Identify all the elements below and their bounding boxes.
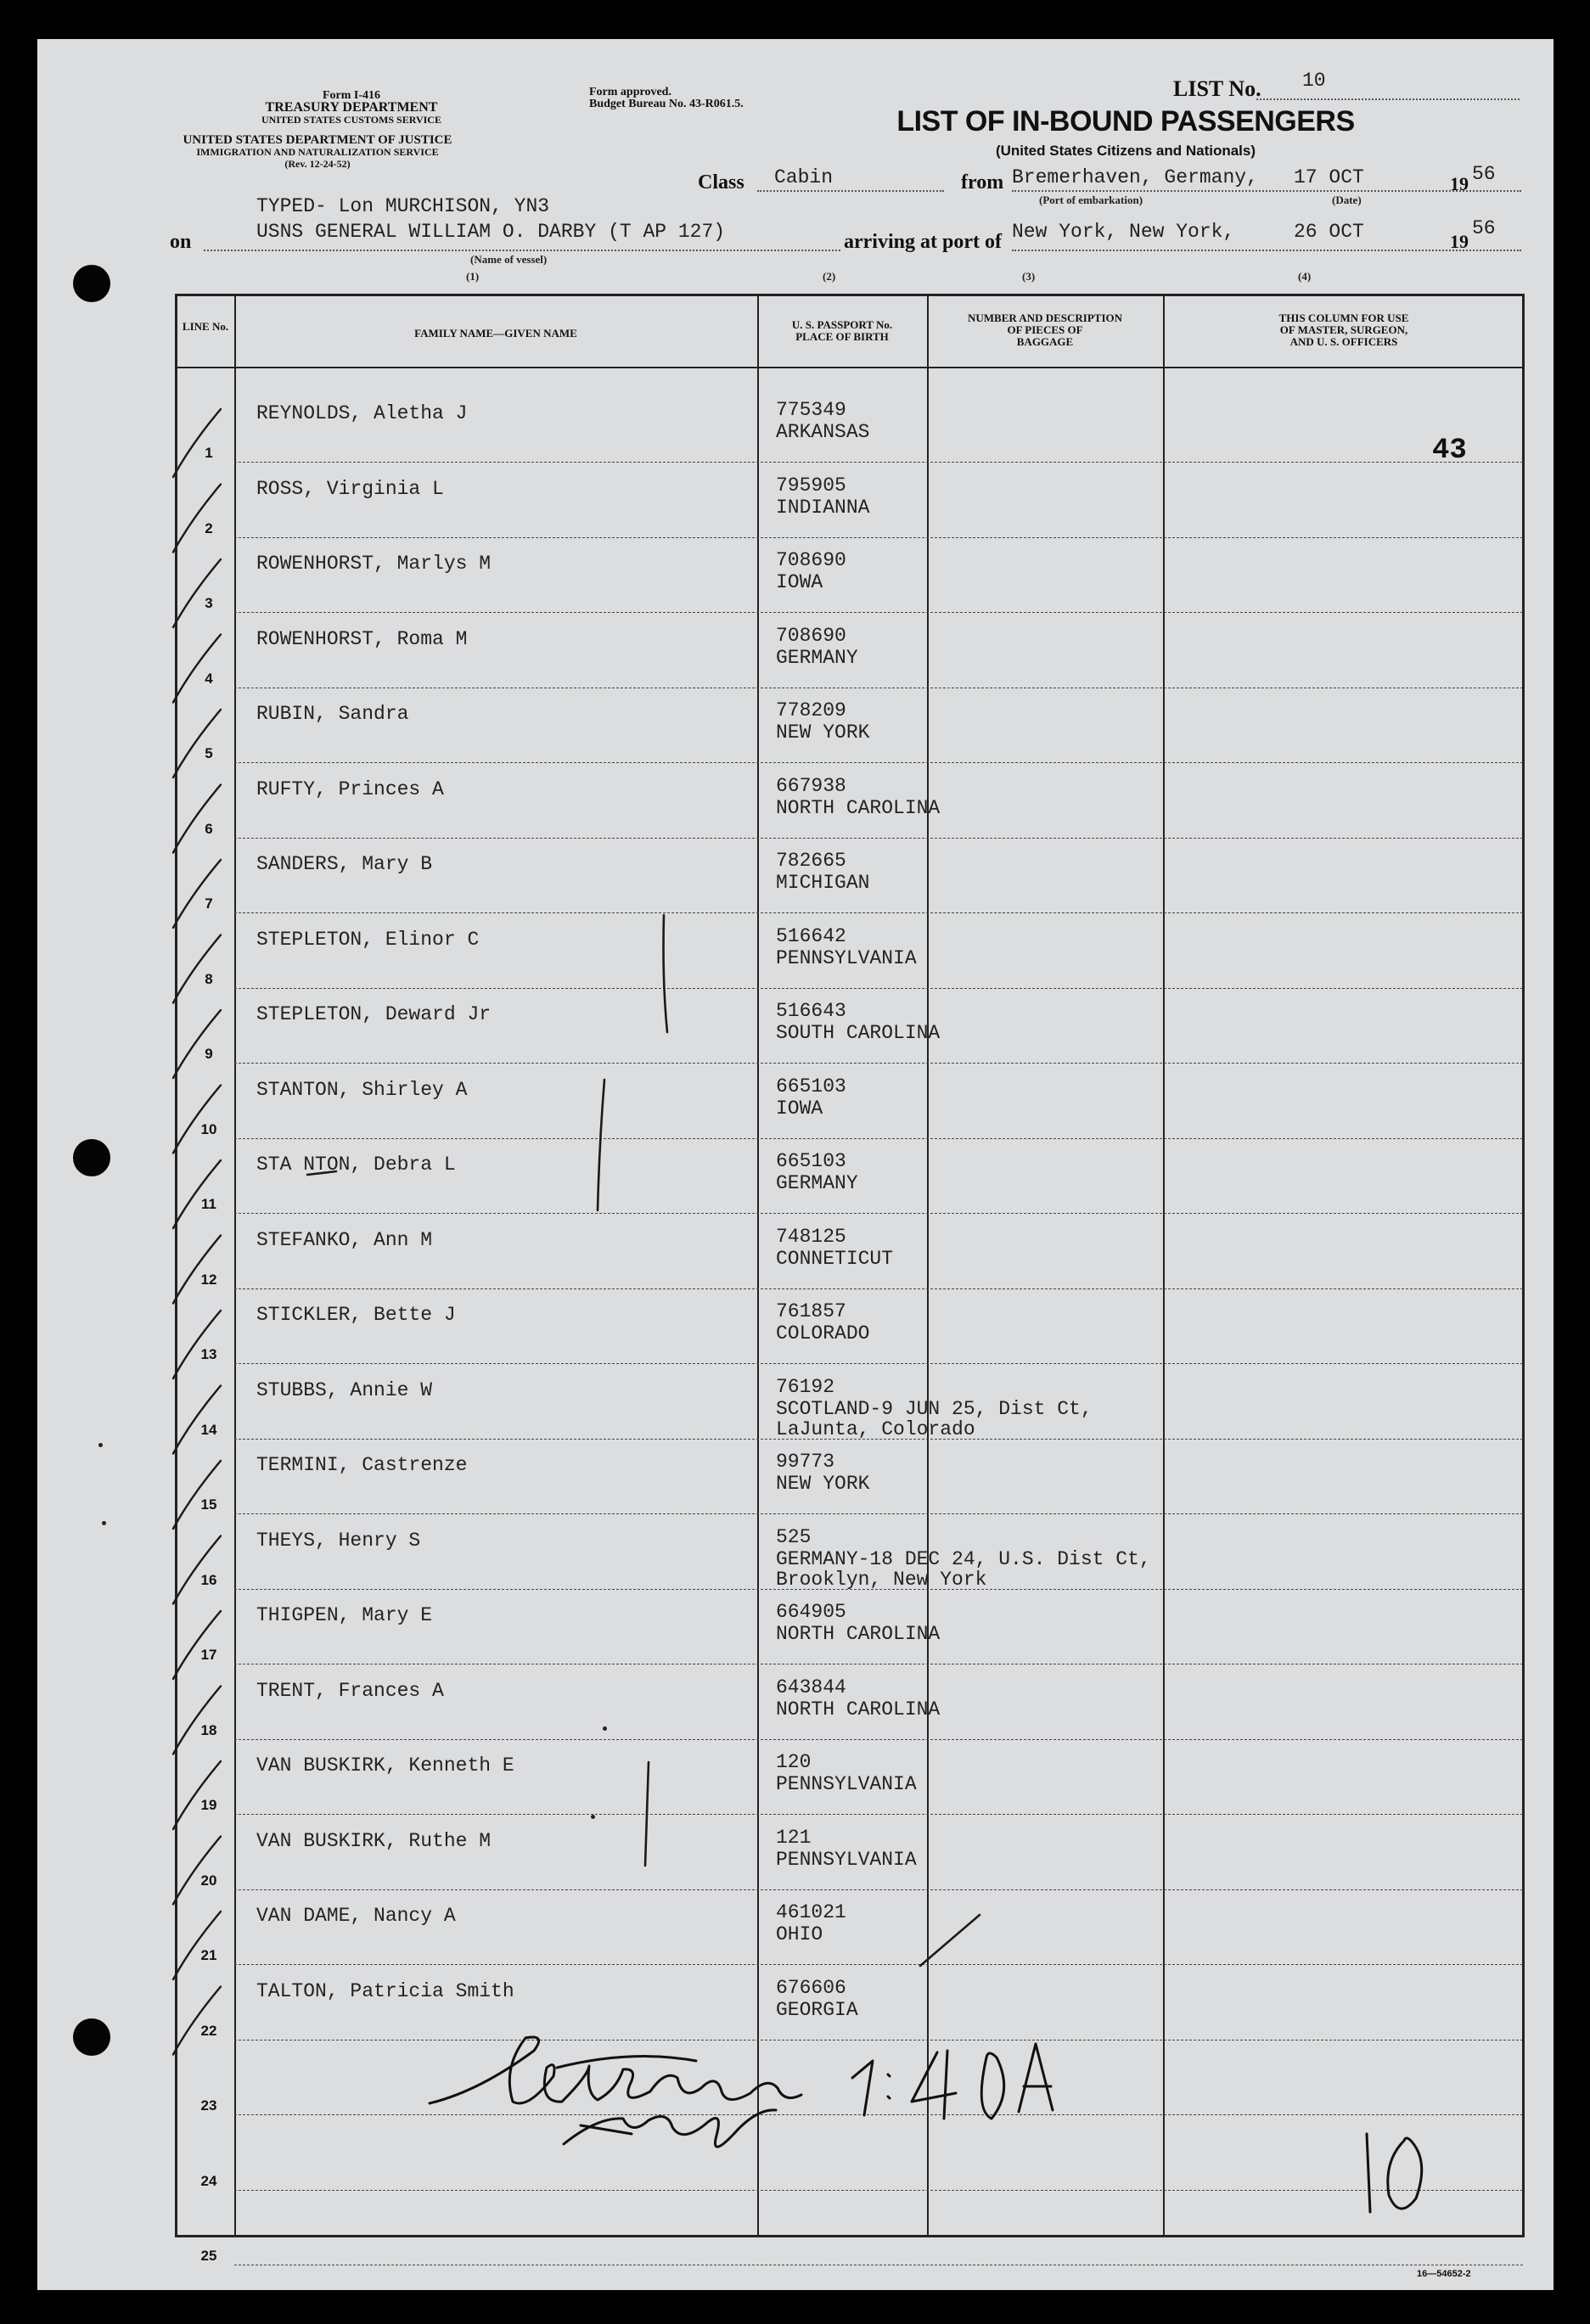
line-number: 7 xyxy=(205,895,213,912)
passport-number: 525 xyxy=(776,1526,812,1548)
place-of-birth: GERMANY xyxy=(776,1172,858,1194)
check-tick xyxy=(173,559,221,627)
check-tick xyxy=(173,1687,221,1754)
passport-number: 665103 xyxy=(776,1150,846,1172)
manifest-sheet xyxy=(37,39,1553,2290)
vessel-name: USNS GENERAL WILLIAM O. DARBY (T AP 127) xyxy=(256,221,726,243)
port-caption: (Port of embarkation) xyxy=(1039,194,1143,206)
header-baggage-line2: OF PIECES OF xyxy=(1007,323,1083,336)
customs-service: UNITED STATES CUSTOMS SERVICE xyxy=(261,114,441,126)
header-passport-line2: PLACE OF BIRTH xyxy=(795,330,889,343)
check-tick xyxy=(173,1611,221,1679)
passenger-name: STEPLETON, Elinor C xyxy=(256,929,480,951)
check-tick xyxy=(173,1987,221,2055)
check-tick xyxy=(173,635,221,703)
check-tick xyxy=(173,1911,221,1979)
bracket-stroke xyxy=(645,1762,649,1866)
place-of-birth: MICHIGAN xyxy=(776,872,870,894)
check-tick xyxy=(173,485,221,553)
line-number: 17 xyxy=(200,1647,217,1663)
place-of-birth: IOWA xyxy=(776,1097,823,1120)
list-number-handwritten xyxy=(1367,2134,1422,2212)
passenger-name: THEYS, Henry S xyxy=(256,1530,421,1552)
caption-col-3: (3) xyxy=(1022,270,1036,283)
passenger-name: RUBIN, Sandra xyxy=(256,703,409,725)
signature-icon xyxy=(430,2037,1053,2147)
passport-number: 761857 xyxy=(776,1300,846,1322)
line-number: 8 xyxy=(205,971,213,987)
place-of-birth: GEORGIA xyxy=(776,1999,858,2021)
line-number: 11 xyxy=(201,1196,216,1212)
document-title: LIST OF IN-BOUND PASSENGERS xyxy=(896,105,1355,138)
passenger-name: RUFTY, Princes A xyxy=(256,778,444,800)
passport-number: 516643 xyxy=(776,1000,846,1022)
class-value: Cabin xyxy=(774,166,834,188)
bracket-stroke xyxy=(598,1080,604,1210)
passenger-name: VAN BUSKIRK, Kenneth E xyxy=(256,1754,514,1777)
passport-number: 775349 xyxy=(776,399,846,421)
place-of-birth: NORTH CAROLINA xyxy=(776,797,941,819)
passenger-name: ROSS, Virginia L xyxy=(256,478,444,500)
passport-number: 120 xyxy=(776,1751,812,1773)
line-number: 22 xyxy=(200,2023,217,2039)
passport-number: 778209 xyxy=(776,699,846,721)
passenger-name: TRENT, Frances A xyxy=(256,1680,444,1702)
arrival-year-prefix: 19 xyxy=(1450,231,1469,252)
arrival-port: New York, New York, xyxy=(1012,221,1235,243)
passenger-name: TALTON, Patricia Smith xyxy=(256,1980,514,2002)
class-label: Class xyxy=(698,171,744,194)
underline-stroke xyxy=(307,1171,336,1175)
place-of-birth-continued: LaJunta, Colorado xyxy=(776,1418,975,1440)
check-tick xyxy=(173,1761,221,1829)
place-of-birth-continued: Brooklyn, New York xyxy=(776,1569,987,1591)
list-number-value: 10 xyxy=(1302,70,1326,92)
bracket-stroke xyxy=(664,915,668,1032)
check-tick xyxy=(173,1386,221,1454)
line-number: 9 xyxy=(205,1046,213,1062)
form-number: Form I-416 xyxy=(322,89,381,102)
caption-col-2: (2) xyxy=(823,270,836,283)
place-of-birth: IOWA xyxy=(776,571,823,593)
annotation-strokes xyxy=(307,915,980,1966)
line-number: 6 xyxy=(205,821,213,837)
header-line-no: LINE No. xyxy=(182,320,229,333)
line-number: 13 xyxy=(200,1346,217,1362)
form-approved: Form approved. xyxy=(589,86,671,98)
passport-number: 708690 xyxy=(776,625,846,647)
arriving-label: arriving at port of xyxy=(844,231,1002,253)
passport-number: 748125 xyxy=(776,1226,846,1248)
speck xyxy=(603,1726,607,1731)
passenger-name: STANTON, Shirley A xyxy=(256,1079,468,1101)
caption-col-1: (1) xyxy=(466,270,480,283)
arrival-year-suffix: 56 xyxy=(1472,217,1496,239)
treasury-dept: TREASURY DEPARTMENT xyxy=(265,100,438,115)
place-of-birth: NORTH CAROLINA xyxy=(776,1698,941,1721)
punch-hole-top xyxy=(73,265,110,302)
document-subtitle: (United States Citizens and Nationals) xyxy=(995,143,1256,159)
place-of-birth: SOUTH CAROLINA xyxy=(776,1022,941,1044)
line-number: 19 xyxy=(200,1797,217,1813)
check-tick xyxy=(173,1160,221,1228)
check-tick xyxy=(173,1461,221,1529)
passenger-name: ROWENHORST, Marlys M xyxy=(256,553,492,575)
line-number: 23 xyxy=(200,2097,217,2113)
place-of-birth: NEW YORK xyxy=(776,721,870,744)
passport-number: 516642 xyxy=(776,925,846,947)
ins-service: IMMIGRATION AND NATURALIZATION SERVICE xyxy=(196,146,439,158)
passenger-name: STEFANKO, Ann M xyxy=(256,1229,433,1251)
check-tick xyxy=(173,1010,221,1078)
check-tick xyxy=(173,710,221,777)
line-number: 3 xyxy=(205,595,213,611)
embark-date: 17 OCT xyxy=(1294,166,1364,188)
justice-dept: UNITED STATES DEPARTMENT OF JUSTICE xyxy=(183,133,452,147)
place-of-birth: GERMANY-18 DEC 24, U.S. Dist Ct, xyxy=(776,1548,1151,1570)
typed-by: TYPED- Lon MURCHISON, YN3 xyxy=(256,195,550,217)
place-of-birth: ARKANSAS xyxy=(776,421,870,443)
passenger-name: VAN DAME, Nancy A xyxy=(256,1905,456,1927)
passport-number: 782665 xyxy=(776,850,846,872)
passenger-name: STA NTON, Debra L xyxy=(256,1154,456,1176)
check-tick xyxy=(173,1536,221,1604)
from-label: from xyxy=(961,171,1004,194)
place-of-birth: NORTH CAROLINA xyxy=(776,1623,941,1645)
header-officers-line2: OF MASTER, SURGEON, xyxy=(1279,323,1408,336)
passenger-name: TERMINI, Castrenze xyxy=(256,1454,468,1476)
footer-code: 16—54652-2 xyxy=(1417,2269,1471,2279)
punch-hole-bottom xyxy=(73,2018,110,2056)
embark-year-suffix: 56 xyxy=(1472,163,1496,185)
check-tick xyxy=(173,1236,221,1304)
check-tick xyxy=(173,1311,221,1378)
line-number: 14 xyxy=(200,1422,217,1438)
passenger-name: STUBBS, Annie W xyxy=(256,1379,433,1401)
line-number: 24 xyxy=(200,2173,217,2189)
line-number: 5 xyxy=(205,745,213,761)
place-of-birth: NEW YORK xyxy=(776,1473,870,1495)
check-tick xyxy=(173,409,221,477)
line-number: 2 xyxy=(205,520,213,536)
checkmark-ticks xyxy=(173,409,221,2055)
check-tick xyxy=(173,860,221,928)
form-revision: (Rev. 12-24-52) xyxy=(284,158,351,170)
header-passport-line1: U. S. PASSPORT No. xyxy=(791,318,893,331)
passport-number: 99773 xyxy=(776,1451,835,1473)
passport-number: 461021 xyxy=(776,1901,846,1923)
line-number: 4 xyxy=(205,671,213,687)
place-of-birth: CONNETICUT xyxy=(776,1248,894,1270)
on-label: on xyxy=(170,231,192,253)
passenger-name: VAN BUSKIRK, Ruthe M xyxy=(256,1830,492,1852)
passport-number: 667938 xyxy=(776,775,846,797)
passport-number: 708690 xyxy=(776,549,846,571)
header-baggage-line3: BAGGAGE xyxy=(1016,335,1074,348)
vessel-caption: (Name of vessel) xyxy=(470,253,548,266)
header-officers-line3: AND U. S. OFFICERS xyxy=(1289,335,1398,348)
passenger-name: ROWENHORST, Roma M xyxy=(256,628,468,650)
passport-number: 121 xyxy=(776,1827,812,1849)
place-of-birth: PENNSYLVANIA xyxy=(776,1849,917,1871)
arrival-date: 26 OCT xyxy=(1294,221,1364,243)
speck xyxy=(98,1443,103,1447)
passenger-name: REYNOLDS, Aletha J xyxy=(256,402,468,424)
place-of-birth: COLORADO xyxy=(776,1322,870,1344)
line-number: 1 xyxy=(205,445,213,461)
place-of-birth: PENNSYLVANIA xyxy=(776,947,917,969)
place-of-birth: INDIANNA xyxy=(776,497,870,519)
line-number: 12 xyxy=(200,1271,217,1288)
embark-port: Bremerhaven, Germany, xyxy=(1012,166,1258,188)
speck xyxy=(591,1815,595,1819)
speck xyxy=(102,1521,106,1525)
check-tick xyxy=(173,785,221,853)
passport-number: 665103 xyxy=(776,1075,846,1097)
passenger-name: STICKLER, Bette J xyxy=(256,1304,456,1326)
line-number: 18 xyxy=(200,1722,217,1738)
dash-stroke xyxy=(920,1915,980,1966)
officer-count-mark: 43 xyxy=(1432,435,1467,467)
punch-hole-middle xyxy=(73,1139,110,1176)
check-tick xyxy=(173,1086,221,1154)
line-number: 15 xyxy=(200,1496,217,1513)
list-number-label: LIST No. xyxy=(1173,76,1261,101)
passport-number: 76192 xyxy=(776,1376,835,1398)
header-baggage-line1: NUMBER AND DESCRIPTION xyxy=(967,312,1123,324)
passenger-name: STEPLETON, Deward Jr xyxy=(256,1003,492,1025)
passport-number: 664905 xyxy=(776,1601,846,1623)
passenger-name: SANDERS, Mary B xyxy=(256,853,433,875)
line-number: 25 xyxy=(200,2248,217,2264)
passport-number: 643844 xyxy=(776,1676,846,1698)
check-tick xyxy=(173,1837,221,1905)
header-name: FAMILY NAME—GIVEN NAME xyxy=(414,327,577,340)
embark-year-prefix: 19 xyxy=(1450,173,1469,194)
budget-bureau: Budget Bureau No. 43-R061.5. xyxy=(589,98,744,110)
place-of-birth: SCOTLAND-9 JUN 25, Dist Ct, xyxy=(776,1398,1093,1420)
caption-col-4: (4) xyxy=(1298,270,1312,283)
line-number: 20 xyxy=(200,1872,217,1889)
date-caption: (Date) xyxy=(1332,194,1362,206)
place-of-birth: PENNSYLVANIA xyxy=(776,1773,917,1795)
line-number: 21 xyxy=(200,1947,217,1963)
check-tick xyxy=(173,935,221,1003)
line-number: 16 xyxy=(200,1572,217,1588)
handwritten-marks xyxy=(37,39,1553,2290)
line-number: 10 xyxy=(200,1121,217,1137)
header-officers-line1: THIS COLUMN FOR USE xyxy=(1278,312,1409,324)
passport-number: 795905 xyxy=(776,474,846,497)
place-of-birth: GERMANY xyxy=(776,647,858,669)
passport-number: 676606 xyxy=(776,1977,846,1999)
passenger-name: THIGPEN, Mary E xyxy=(256,1604,433,1626)
place-of-birth: OHIO xyxy=(776,1923,823,1945)
